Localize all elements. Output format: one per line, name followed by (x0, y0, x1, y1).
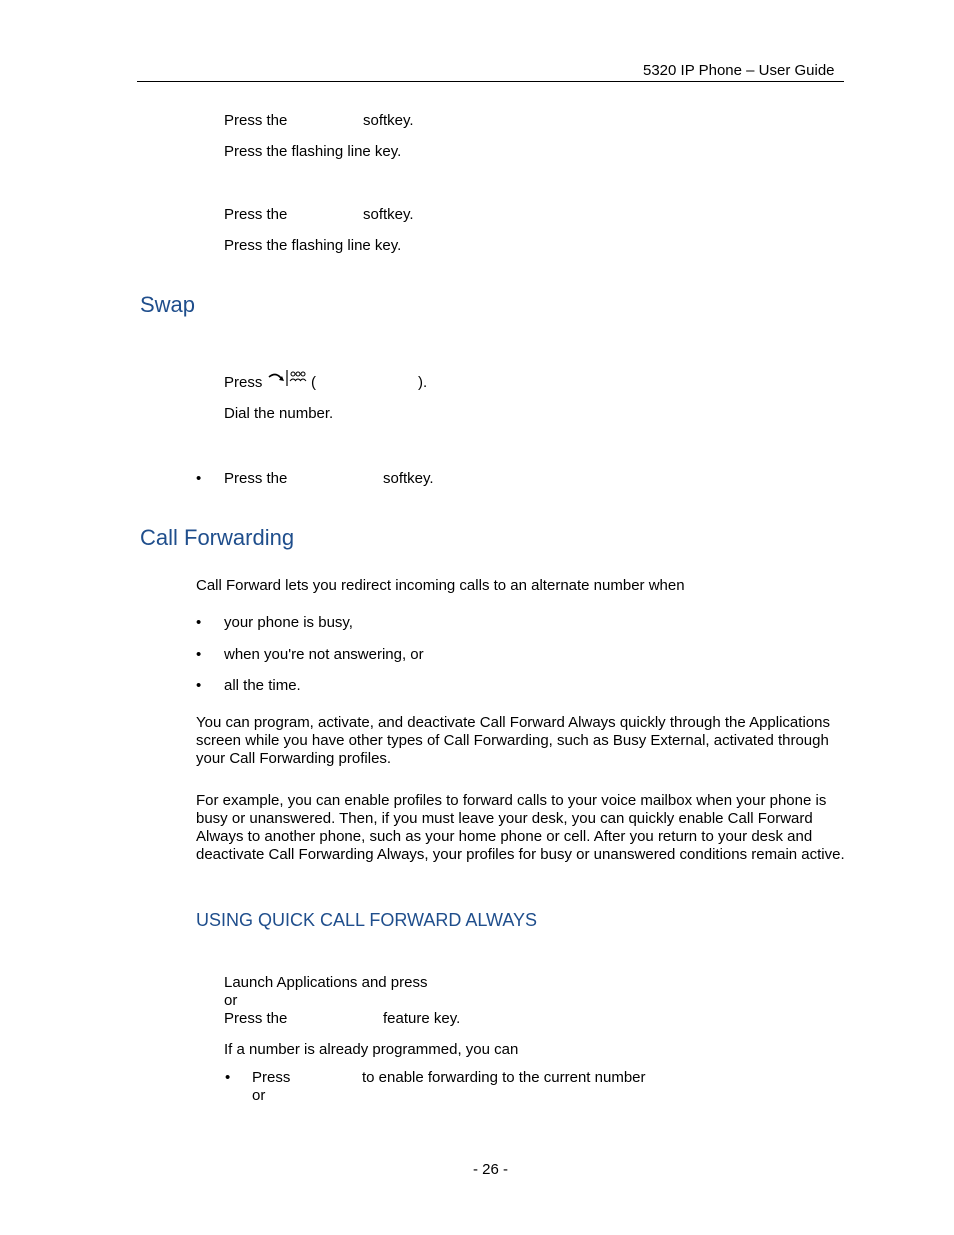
bullet-icon: • (196, 614, 202, 631)
swap-paren-close: ). (418, 374, 428, 391)
step-softkey-label: softkey. (363, 206, 414, 223)
list-item: all the time. (224, 677, 301, 694)
page-header-title: 5320 IP Phone – User Guide (643, 62, 835, 79)
swap-press-label: Press (224, 374, 263, 391)
swap-paren-open: ( (311, 374, 316, 391)
swap-dial-number: Dial the number. (224, 405, 334, 422)
list-item: when you're not answering, or (224, 646, 424, 663)
quick-forward-launch: Launch Applications and press (224, 974, 428, 991)
step-flashing-line: Press the flashing line key. (224, 237, 402, 254)
bullet-icon: • (225, 1069, 231, 1086)
bullet-icon: • (196, 646, 202, 663)
step-softkey-label: softkey. (363, 112, 414, 129)
quick-forward-bullet-text: to enable forwarding to the current number (362, 1069, 646, 1086)
bullet-icon: • (196, 470, 202, 487)
quick-forward-or: or (252, 1087, 266, 1104)
swap-bullet-press: Press the (224, 470, 288, 487)
quick-forward-if-programmed: If a number is already programmed, you can (224, 1041, 519, 1058)
quick-forward-bullet-press: Press (252, 1069, 291, 1086)
call-forward-intro: Call Forward lets you redirect incoming calls to an alternate number when (196, 577, 685, 594)
section-heading-call-forwarding: Call Forwarding (140, 525, 295, 550)
call-forward-paragraph-2: For example, you can enable profiles to forward calls to your voice mailbox when your phone is busy or unanswered. Then, if you must leave your desk, you can quickly enable Call Forward Always to another phone, such as your home phone or cell. After you return to your desk and deactivate Call Forwarding Always, your profiles for busy or unanswered conditions remain active. (196, 792, 845, 863)
bullet-icon: • (196, 677, 202, 694)
header-rule (137, 81, 844, 82)
quick-forward-feature-key: feature key. (383, 1010, 461, 1027)
quick-forward-press-the: Press the (224, 1010, 288, 1027)
transfer-conference-icon (267, 368, 307, 388)
subsection-heading-quick-forward: USING QUICK CALL FORWARD ALWAYS (196, 910, 538, 930)
step-press-label: Press the (224, 112, 288, 129)
call-forward-paragraph-1: You can program, activate, and deactivate Call Forward Always quickly through the Applications screen while you have other types of Call Forwarding, such as Busy External, activated through your Call Forwarding profiles. (196, 714, 830, 767)
swap-bullet-softkey: softkey. (383, 470, 434, 487)
list-item: your phone is busy, (224, 614, 353, 631)
quick-forward-or: or (224, 992, 238, 1009)
step-press-label: Press the (224, 206, 288, 223)
section-heading-swap: Swap (140, 292, 196, 317)
step-flashing-line: Press the flashing line key. (224, 143, 402, 160)
page-number: - 26 - (473, 1161, 509, 1178)
